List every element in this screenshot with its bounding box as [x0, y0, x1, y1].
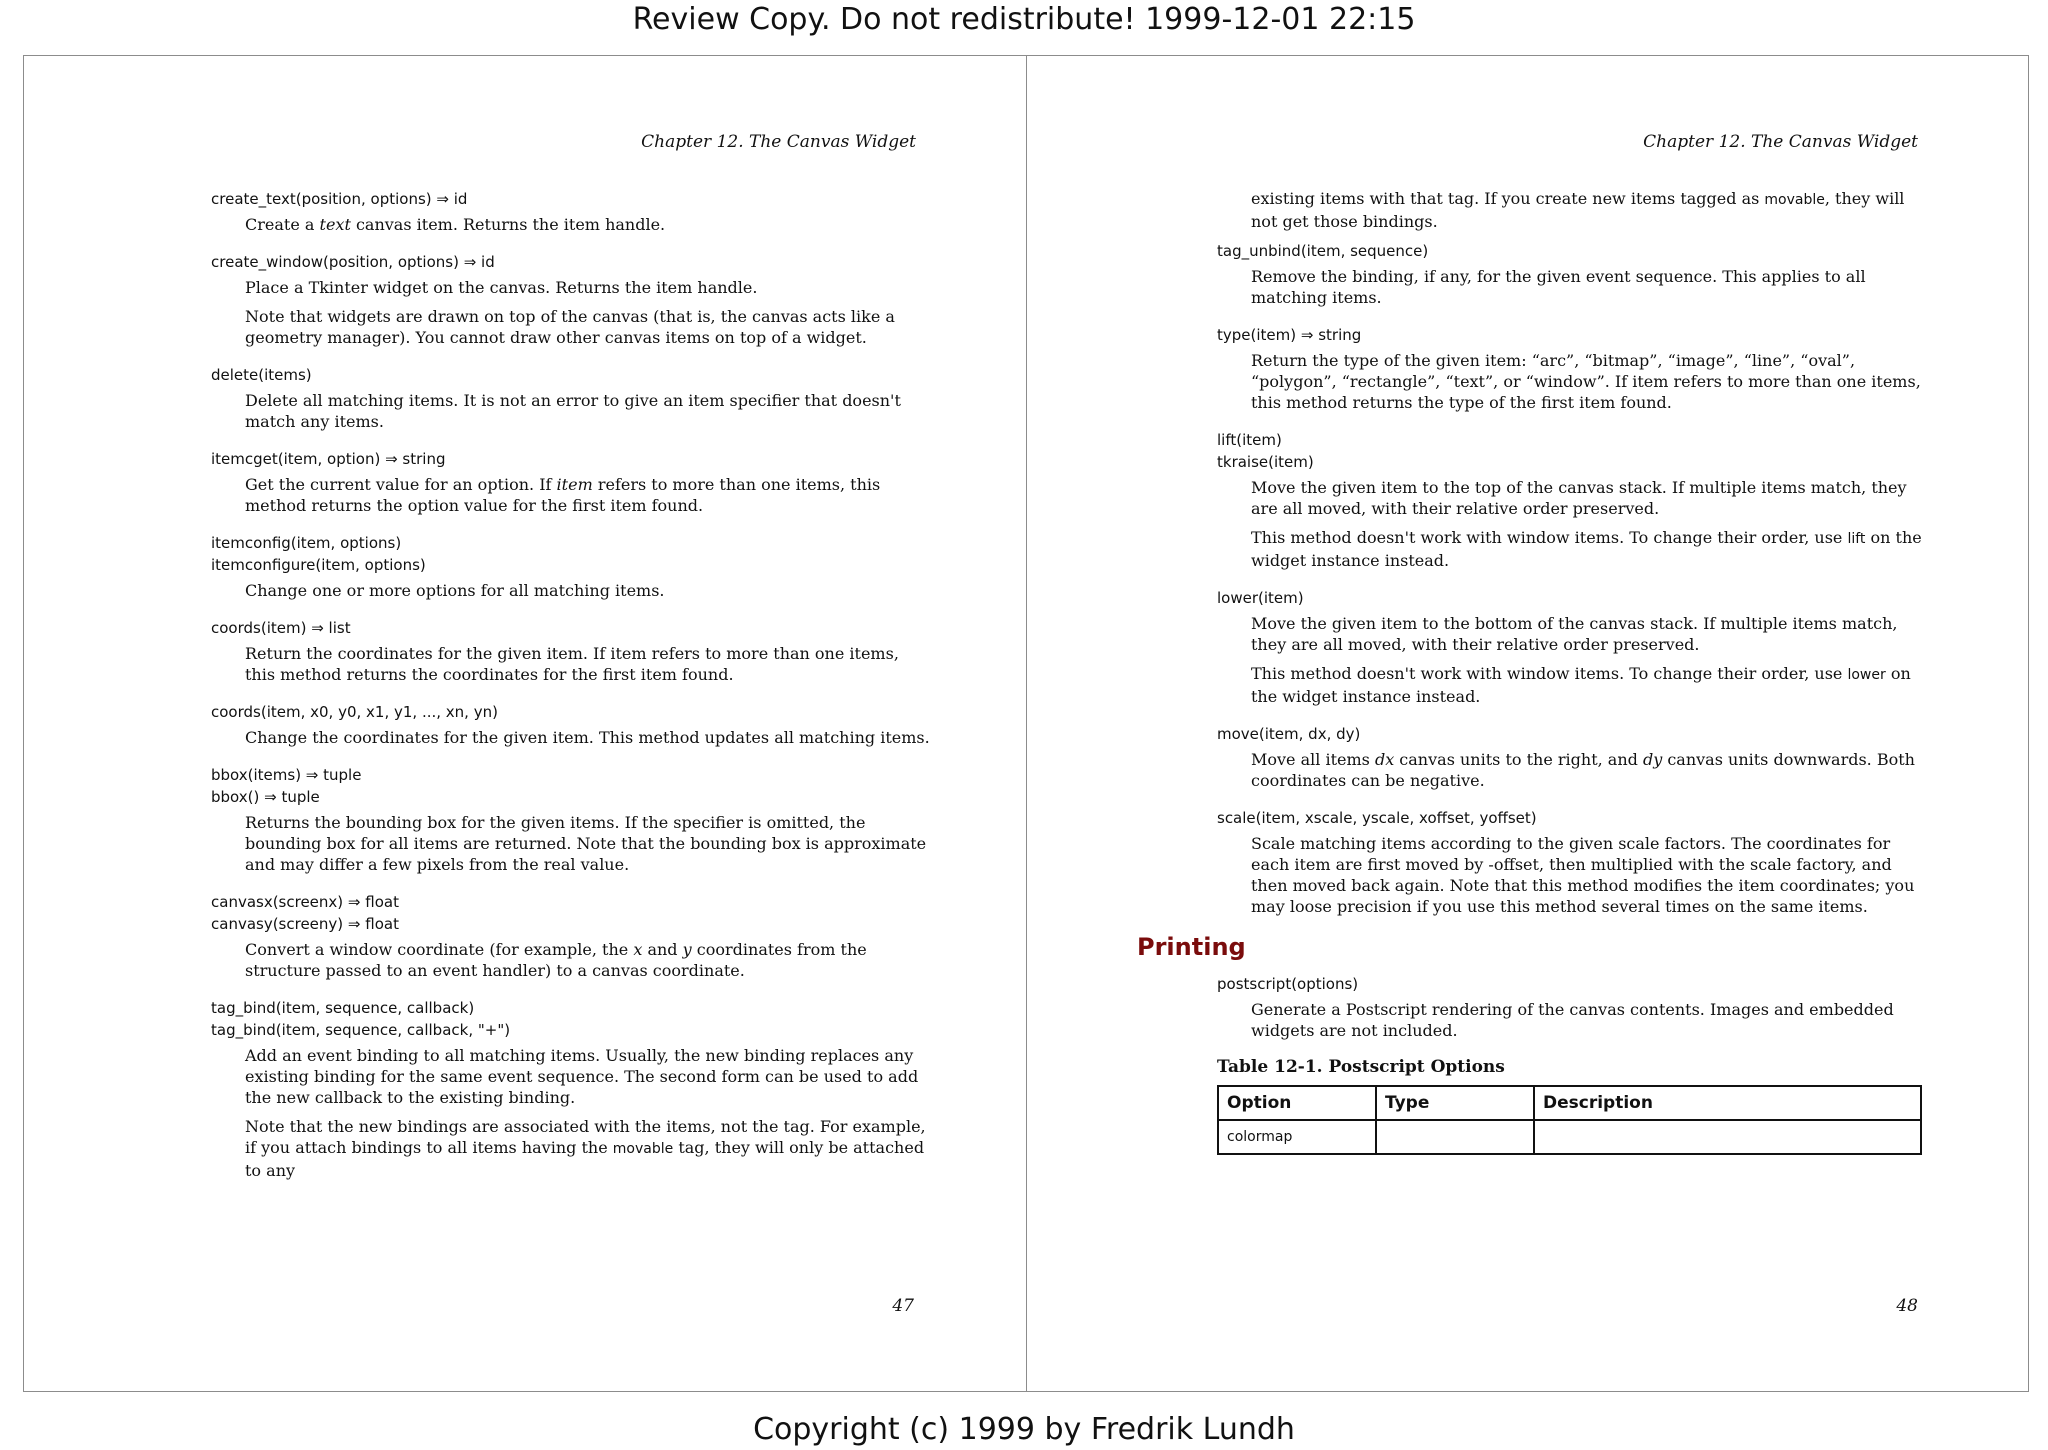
method-description: Return the coordinates for the given item. If item refers to more than one items, this method returns the coordinates for the first item found.	[245, 644, 899, 684]
method-description: Move the given item to the top of the canvas stack. If multiple items match, they are all moved, with their relative order preserved.	[1251, 478, 1907, 518]
method-signature: canvasx(screenx) ⇒ float	[211, 893, 399, 911]
method-entry	[211, 251, 931, 348]
table-header-cell: Description	[1534, 1086, 1921, 1120]
method-description: Return the type of the given item: “arc”, “bitmap”, “image”, “line”, “oval”, “polygon”, “rectangle”, “text”, or “window”. If item refers to more than one items, this method returns the type of the first item found.	[1251, 351, 1921, 412]
method-description: Returns the bounding box for the given items. If the specifier is omitted, the bounding box for all items are returned. Note that the bounding box is approximate and may differ a few pixels from the real value.	[245, 813, 927, 874]
method-signature: tag_unbind(item, sequence)	[1217, 242, 1429, 260]
right-page-content	[1137, 188, 1922, 1155]
method-entry	[211, 701, 931, 748]
code-term: lift	[1847, 531, 1866, 547]
method-description: Move the given item to the bottom of the canvas stack. If multiple items match, they are all moved, with their relative order preserved.	[1251, 614, 1898, 654]
running-head-left: Chapter 12. The Canvas Widget	[641, 132, 916, 152]
method-description: Remove the binding, if any, for the given event sequence. This applies to all matching items.	[1251, 267, 1866, 307]
left-page-content	[211, 188, 931, 1197]
emphasis-term: dx	[1374, 750, 1395, 769]
copyright-banner: Copyright (c) 1999 by Fredrik Lundh	[753, 1412, 1295, 1447]
method-entry	[211, 364, 931, 432]
code-term: movable	[612, 1141, 674, 1157]
method-entry	[211, 997, 931, 1181]
method-entry	[211, 764, 931, 875]
method-signature: bbox(items) ⇒ tuple	[211, 766, 362, 784]
method-description: Note that the new bindings are associated with the items, not the tag. For example, if you attach bindings to all items having the movable tag, they will only be attached to any	[245, 1117, 926, 1180]
method-description: Scale matching items according to the given scale factors. The coordinates for each item are first moved by -offset, then multiplied with the scale factory, and then moved back again. Note that this method modifies the item coordinates; you may loose precision if you use this method several times on the same items.	[1251, 834, 1915, 916]
emphasis-term: text	[319, 215, 351, 234]
emphasis-term: dy	[1642, 750, 1663, 769]
method-signature: coords(item) ⇒ list	[211, 619, 351, 637]
page-number-right: 48	[1896, 1296, 1918, 1316]
method-description: Add an event binding to all matching items. Usually, the new binding replaces any existing binding for the same event sequence. The second form can be used to add the new callback to the existing binding.	[245, 1046, 919, 1107]
method-description: Generate a Postscript rendering of the canvas contents. Images and embedded widgets are not included.	[1251, 1000, 1894, 1040]
table-header-cell: Type	[1376, 1086, 1534, 1120]
method-description: Change the coordinates for the given item. This method updates all matching items.	[245, 728, 930, 747]
table-cell	[1376, 1120, 1534, 1154]
method-description: Create a text canvas item. Returns the item handle.	[245, 215, 666, 234]
method-signature: canvasy(screeny) ⇒ float	[211, 915, 399, 933]
method-signature: delete(items)	[211, 366, 312, 384]
method-entry	[211, 891, 931, 981]
method-entry	[1217, 324, 1922, 413]
review-copy-banner: Review Copy. Do not redistribute! 1999-12-01 22:15	[632, 2, 1416, 37]
method-signature: lower(item)	[1217, 589, 1304, 607]
table-header-row	[1218, 1086, 1921, 1120]
method-entry	[1217, 240, 1922, 308]
postscript-options-table	[1217, 1085, 1922, 1155]
method-signature: type(item) ⇒ string	[1217, 326, 1362, 344]
method-entry	[211, 532, 931, 601]
method-signature: lift(item)	[1217, 431, 1282, 449]
method-signature: create_text(position, options) ⇒ id	[211, 190, 468, 208]
method-entry	[1217, 723, 1922, 791]
method-entry	[211, 448, 931, 516]
method-signature: scale(item, xscale, yscale, xoffset, yoffset)	[1217, 809, 1537, 827]
method-entry	[1217, 429, 1922, 571]
method-entry	[211, 188, 931, 235]
emphasis-term: x	[633, 940, 643, 959]
method-signature: postscript(options)	[1217, 975, 1359, 993]
method-description: Get the current value for an option. If item refers to more than one items, this method returns the option value for the first item found.	[245, 475, 881, 515]
method-description: This method doesn't work with window items. To change their order, use lower on the widget instance instead.	[1251, 664, 1911, 706]
left-page	[24, 56, 1027, 1391]
method-description: Convert a window coordinate (for example, the x and y coordinates from the structure passed to an event handler) to a canvas coordinate.	[245, 940, 867, 980]
code-term: movable	[1764, 192, 1825, 208]
method-signature: create_window(position, options) ⇒ id	[211, 253, 495, 271]
method-signature: itemconfigure(item, options)	[211, 556, 426, 574]
method-description: Note that widgets are drawn on top of the canvas (that is, the canvas acts like a geometry manager). You cannot draw other canvas items on top of a widget.	[245, 307, 895, 347]
method-signature: itemconfig(item, options)	[211, 534, 402, 552]
method-signature: bbox() ⇒ tuple	[211, 788, 320, 806]
method-entry	[1217, 587, 1922, 707]
table-cell: colormap	[1218, 1120, 1376, 1154]
code-term: lower	[1847, 667, 1886, 683]
method-signature: itemcget(item, option) ⇒ string	[211, 450, 446, 468]
table-cell	[1534, 1120, 1921, 1154]
method-description: Delete all matching items. It is not an error to give an item specifier that doesn't match any items.	[245, 391, 901, 431]
method-signature: tkraise(item)	[1217, 453, 1314, 471]
section-title-printing: Printing	[1137, 933, 1246, 961]
page-number-left: 47	[892, 1296, 914, 1316]
emphasis-term: item	[556, 475, 593, 494]
table-row	[1218, 1120, 1921, 1154]
method-description: Change one or more options for all matching items.	[245, 581, 665, 600]
method-list-right	[1217, 240, 1922, 917]
method-entry	[1217, 807, 1922, 917]
method-signature: move(item, dx, dy)	[1217, 725, 1361, 743]
method-description: Place a Tkinter widget on the canvas. Returns the item handle.	[245, 278, 758, 297]
method-signature: tag_bind(item, sequence, callback)	[211, 999, 475, 1017]
table-header-cell: Option	[1218, 1086, 1376, 1120]
method-description: This method doesn't work with window items. To change their order, use lift on the widget instance instead.	[1251, 528, 1922, 570]
method-signature: tag_bind(item, sequence, callback, "+")	[211, 1021, 511, 1039]
running-head-right: Chapter 12. The Canvas Widget	[1643, 132, 1918, 152]
right-page	[1027, 56, 2029, 1391]
book-spread	[23, 55, 2029, 1392]
method-entry	[1217, 973, 1922, 1041]
continued-paragraph: existing items with that tag. If you create new items tagged as movable, they will not get those bindings.	[1251, 189, 1905, 231]
method-signature: coords(item, x0, y0, x1, y1, ..., xn, yn)	[211, 703, 498, 721]
emphasis-term: y	[682, 940, 692, 959]
table-caption: Table 12-1. Postscript Options	[1217, 1057, 1505, 1077]
method-entry	[211, 617, 931, 685]
method-description: Move all items dx canvas units to the right, and dy canvas units downwards. Both coordinates can be negative.	[1251, 750, 1915, 790]
method-list-printing	[1217, 973, 1922, 1041]
